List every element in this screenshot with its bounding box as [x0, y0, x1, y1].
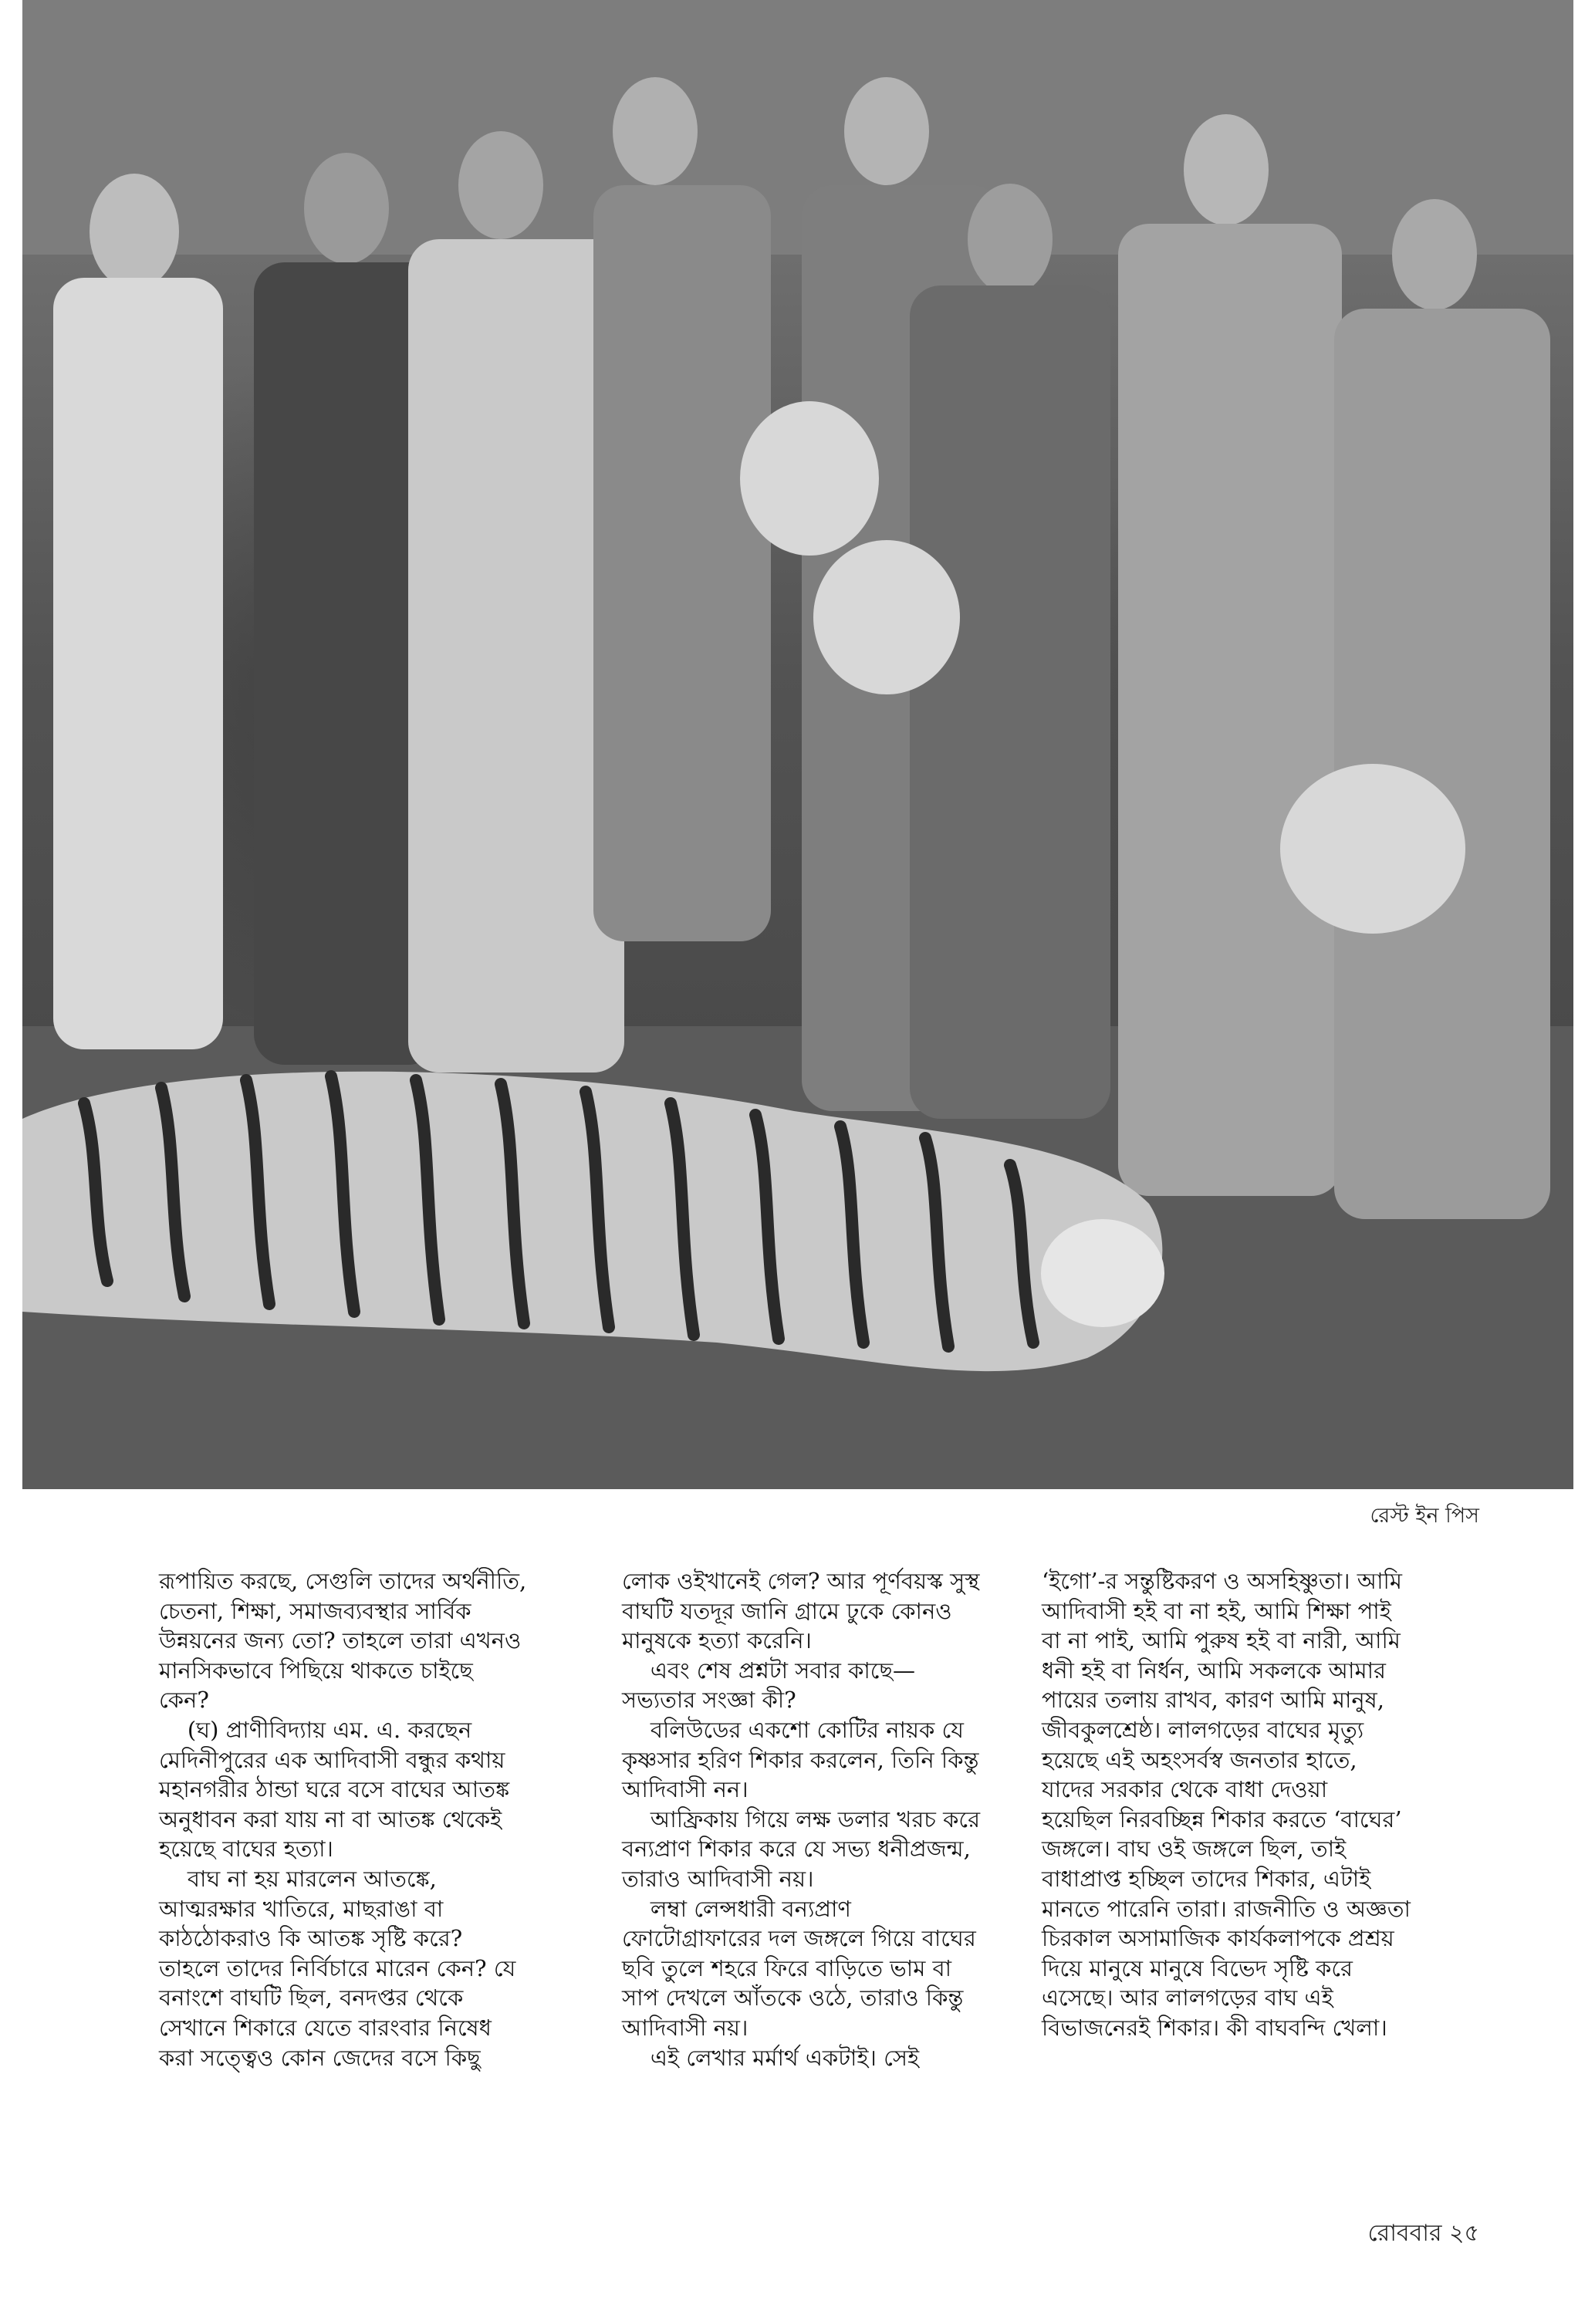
- text-line: এই লেখার মর্মার্থ একটাই। সেই: [622, 2044, 920, 2071]
- text-line: লোক ওইখানেই গেল? আর পূর্ণবয়স্ক সুস্থ: [622, 1568, 980, 1594]
- text-column-1: [159, 1566, 560, 2072]
- text-line: রূপায়িত করছে, সেগুলি তাদের অর্থনীতি,: [159, 1568, 527, 1594]
- text-line: (ঘ) প্রাণীবিদ্যায় এম. এ. করছেন: [159, 1716, 472, 1743]
- text-line: তারাও আদিবাসী নয়।: [622, 1865, 814, 1892]
- text-line: সেখানে শিকারে যেতে বারংবার নিষেধ: [159, 2014, 492, 2041]
- text-line: জঙ্গলে। বাঘ ওই জঙ্গলে ছিল, তাই: [1042, 1836, 1347, 1863]
- text-line: মহানগরীর ঠান্ডা ঘরে বসে বাঘের আতঙ্ক: [159, 1776, 510, 1803]
- tiger-head: [1041, 1219, 1164, 1327]
- tiger-hunt-photo: [22, 0, 1573, 1489]
- text-line: ধনী হই বা নির্ধন, আমি সকলকে আমার: [1042, 1657, 1386, 1684]
- photo-illustration: [22, 0, 1573, 1489]
- text-line: বাঘ না হয় মারলেন আতঙ্কে,: [159, 1865, 437, 1892]
- text-line: অনুধাবন করা যায় না বা আতঙ্ক থেকেই: [159, 1805, 502, 1833]
- text-line: মানুষকে হত্যা করেনি।: [622, 1627, 812, 1654]
- text-line: এবং শেষ প্রশ্নটা সবার কাছে—: [622, 1657, 916, 1684]
- text-line: কেন?: [159, 1687, 209, 1714]
- text-line: পায়ের তলায় রাখব, কারণ আমি মানুষ,: [1042, 1687, 1384, 1714]
- text-line: যাদের সরকার থেকে বাধা দেওয়া: [1042, 1776, 1328, 1803]
- text-line: আত্মরক্ষার খাতিরে, মাছরাঙা বা: [159, 1895, 444, 1922]
- text-line: কাঠঠোকরাও কি আতঙ্ক সৃষ্টি করে?: [159, 1925, 463, 1952]
- text-line: বলিউডের একশো কোটির নায়ক যে: [622, 1716, 964, 1743]
- text-line: বিভাজনেরই শিকার। কী বাঘবন্দি খেলা।: [1042, 2014, 1387, 2041]
- photo-caption: রেস্ট ইন পিস: [1370, 1504, 1479, 1528]
- text-line: আদিবাসী হই বা না হই, আমি শিক্ষা পাই: [1042, 1597, 1391, 1624]
- text-line: ফোটোগ্রাফারের দল জঙ্গলে গিয়ে বাঘের: [622, 1925, 976, 1952]
- text-column-2: [622, 1566, 981, 2072]
- text-line: চিরকাল অসামাজিক কার্যকলাপকে প্রশ্রয়: [1042, 1925, 1394, 1952]
- text-line: উন্নয়নের জন্য তো? তাহলে তারা এখনও: [159, 1627, 522, 1654]
- text-line: মানসিকভাবে পিছিয়ে থাকতে চাইছে: [159, 1657, 473, 1684]
- text-line: বনাংশে বাঘটি ছিল, বনদপ্তর থেকে: [159, 1985, 464, 2012]
- text-line: বা না পাই, আমি পুরুষ হই বা নারী, আমি: [1042, 1627, 1401, 1654]
- text-line: তাহলে তাদের নির্বিচারে মারেন কেন? যে: [159, 1954, 516, 1981]
- text-line: আদিবাসী নন।: [622, 1776, 749, 1803]
- text-line: বাধাপ্রাপ্ত হচ্ছিল তাদের শিকার, এটাই: [1042, 1865, 1371, 1892]
- text-line: বাঘটি যতদূর জানি গ্রামে ঢুকে কোনও: [622, 1597, 952, 1624]
- text-line: চেতনা, শিক্ষা, সমাজব্যবস্থার সার্বিক: [159, 1597, 471, 1624]
- text-line: হয়েছে এই অহংসর্বস্ব জনতার হাতে,: [1042, 1746, 1357, 1773]
- text-line: মেদিনীপুরের এক আদিবাসী বন্ধুর কথায়: [159, 1746, 505, 1773]
- page-footer: রোববার ২৫: [1367, 2220, 1479, 2247]
- photo-background: [22, 0, 1573, 255]
- text-line: আফ্রিকায় গিয়ে লক্ষ ডলার খরচ করে: [622, 1805, 981, 1833]
- text-line: লম্বা লেন্সধারী বন্যপ্রাণ: [622, 1895, 851, 1922]
- text-line: করা সত্ত্বেও কোন জেদের বসে কিছু: [159, 2044, 481, 2071]
- text-line: ‘ইগো’-র সন্তুষ্টিকরণ ও অসহিষ্ণুতা। আমি: [1042, 1568, 1402, 1594]
- text-column-3: [1042, 1566, 1466, 2043]
- text-line: কৃষ্ণসার হরিণ শিকার করলেন, তিনি কিন্তু: [622, 1746, 979, 1773]
- text-line: ছবি তুলে শহরে ফিরে বাড়িতে ভাম বা: [622, 1954, 952, 1981]
- text-line: সাপ দেখলে আঁতকে ওঠে, তারাও কিন্তু: [622, 1985, 964, 2012]
- text-line: আদিবাসী নয়।: [622, 2014, 749, 2041]
- text-line: জীবকুলশ্রেষ্ঠ। লালগড়ের বাঘের মৃত্যু: [1042, 1716, 1364, 1743]
- text-line: দিয়ে মানুষে মানুষে বিভেদ সৃষ্টি করে: [1042, 1954, 1353, 1981]
- text-line: মানতে পারেনি তারা। রাজনীতি ও অজ্ঞতা: [1042, 1895, 1411, 1922]
- text-line: বন্যপ্রাণ শিকার করে যে সভ্য ধনীপ্রজন্ম,: [622, 1836, 971, 1863]
- text-line: এসেছে। আর লালগড়ের বাঘ এই: [1042, 1985, 1333, 2012]
- text-line: হয়েছিল নিরবচ্ছিন্ন শিকার করতে ‘বাঘের’: [1042, 1805, 1402, 1833]
- text-line: হয়েছে বাঘের হত্যা।: [159, 1836, 333, 1863]
- text-line: সভ্যতার সংজ্ঞা কী?: [622, 1687, 796, 1714]
